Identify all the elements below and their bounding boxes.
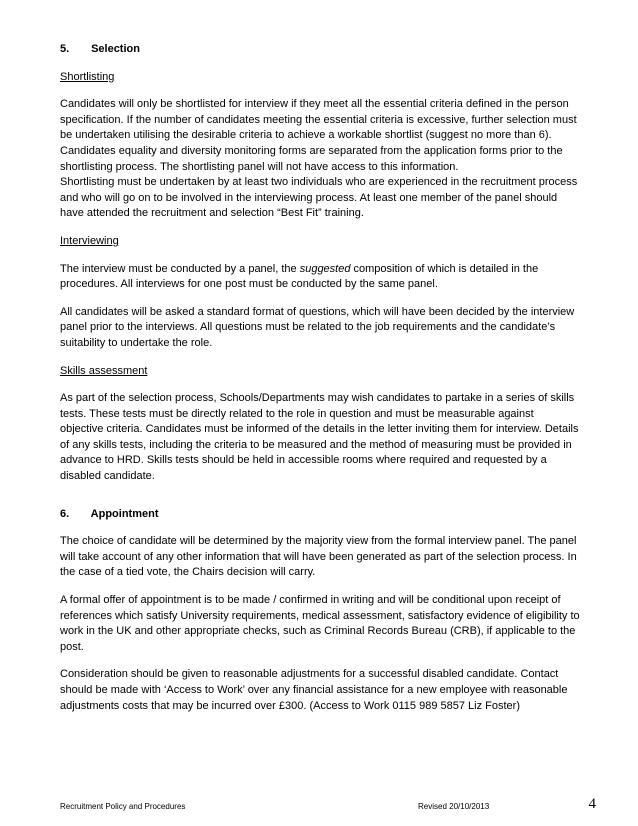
section-title: Selection bbox=[91, 43, 140, 55]
paragraph: All candidates will be asked a standard format of questions, which will have been decided by the interview panel prior to the interviews. All questions must be related to the job requirements and the candidate’s suitability to undertake the role. bbox=[60, 305, 575, 349]
emphasis-text: suggested bbox=[299, 262, 351, 275]
footer-document-title: Recruitment Policy and Procedures bbox=[60, 802, 186, 811]
paragraph: Candidates will only be shortlisted for interview if they meet all the essential criteria defined in the person specification. If the number of candidates meeting the essential criteria is excessive, further selection must be undertaken utilising the desirable criteria to achieve a workable shortlist (suggest no more than 6). bbox=[60, 98, 577, 142]
shortlisting-body bbox=[60, 97, 580, 222]
paragraph: Shortlisting must be undertaken by at least two individuals who are experienced in the recruitment process and who will go on to be involved in the interviewing process. At least one member of the panel should have attended the recruitment and selection “Best Fit” training. bbox=[60, 176, 578, 220]
section-6-heading bbox=[60, 507, 580, 523]
section-5-heading bbox=[60, 42, 580, 58]
section-number: 6. bbox=[60, 507, 70, 520]
shortlisting-heading: Shortlisting bbox=[60, 70, 115, 83]
page-number: 4 bbox=[588, 796, 596, 812]
paragraph: As part of the selection process, Schools/Departments may wish candidates to partake in a series of skills tests. These tests must be directly related to the role in question and must be measurable against objective criteria. Candidates must be informed of the details in the letter inviting them for interview. Details of any skills tests, including the criteria to be measured and the method of measuring must be provided in advance to HRD. Skills tests should be held in accessible rooms where required and requested by a disabled candidate. bbox=[60, 392, 579, 483]
paragraph: Candidates equality and diversity monitoring forms are separated from the application forms prior to the shortlisting process. The shortlisting panel will not have access to this information. bbox=[60, 144, 563, 173]
text-run: The interview must be conducted by a panel, the bbox=[60, 262, 300, 275]
paragraph: A formal offer of appointment is to be made / confirmed in writing and will be conditional upon receipt of references which satisfy University requirements, medical assessment, satisfactory evidence of eligibility to work in the UK and other appropriate checks, such as Criminal Records Bureau (CRB), if applicable to the post. bbox=[60, 594, 580, 653]
skills-assessment-heading: Skills assessment bbox=[60, 364, 148, 377]
footer-revised-date: Revised 20/10/2013 bbox=[418, 802, 490, 811]
interviewing-heading: Interviewing bbox=[60, 234, 119, 247]
paragraph: The choice of candidate will be determined by the majority view from the formal interview panel. The panel will take account of any other information that will have been generated as part of the selection process. In the case of a tied vote, the Chairs decision will carry. bbox=[60, 535, 577, 579]
section-number: 5. bbox=[60, 43, 70, 55]
paragraph bbox=[60, 262, 580, 293]
paragraph: Consideration should be given to reasonable adjustments for a successful disabled candidate. Contact should be made with ‘Access to Work’ over any financial assistance for a new employee with reasonable adjustments costs that may be incurred over £300. (Access to Work 0115 989 5857 Liz Foster) bbox=[60, 668, 568, 712]
text-run: composition of which is detailed in the procedures. All interviews for one post must be conducted by the same panel. bbox=[60, 262, 539, 291]
page-content bbox=[60, 42, 580, 726]
section-title: Appointment bbox=[90, 507, 159, 520]
